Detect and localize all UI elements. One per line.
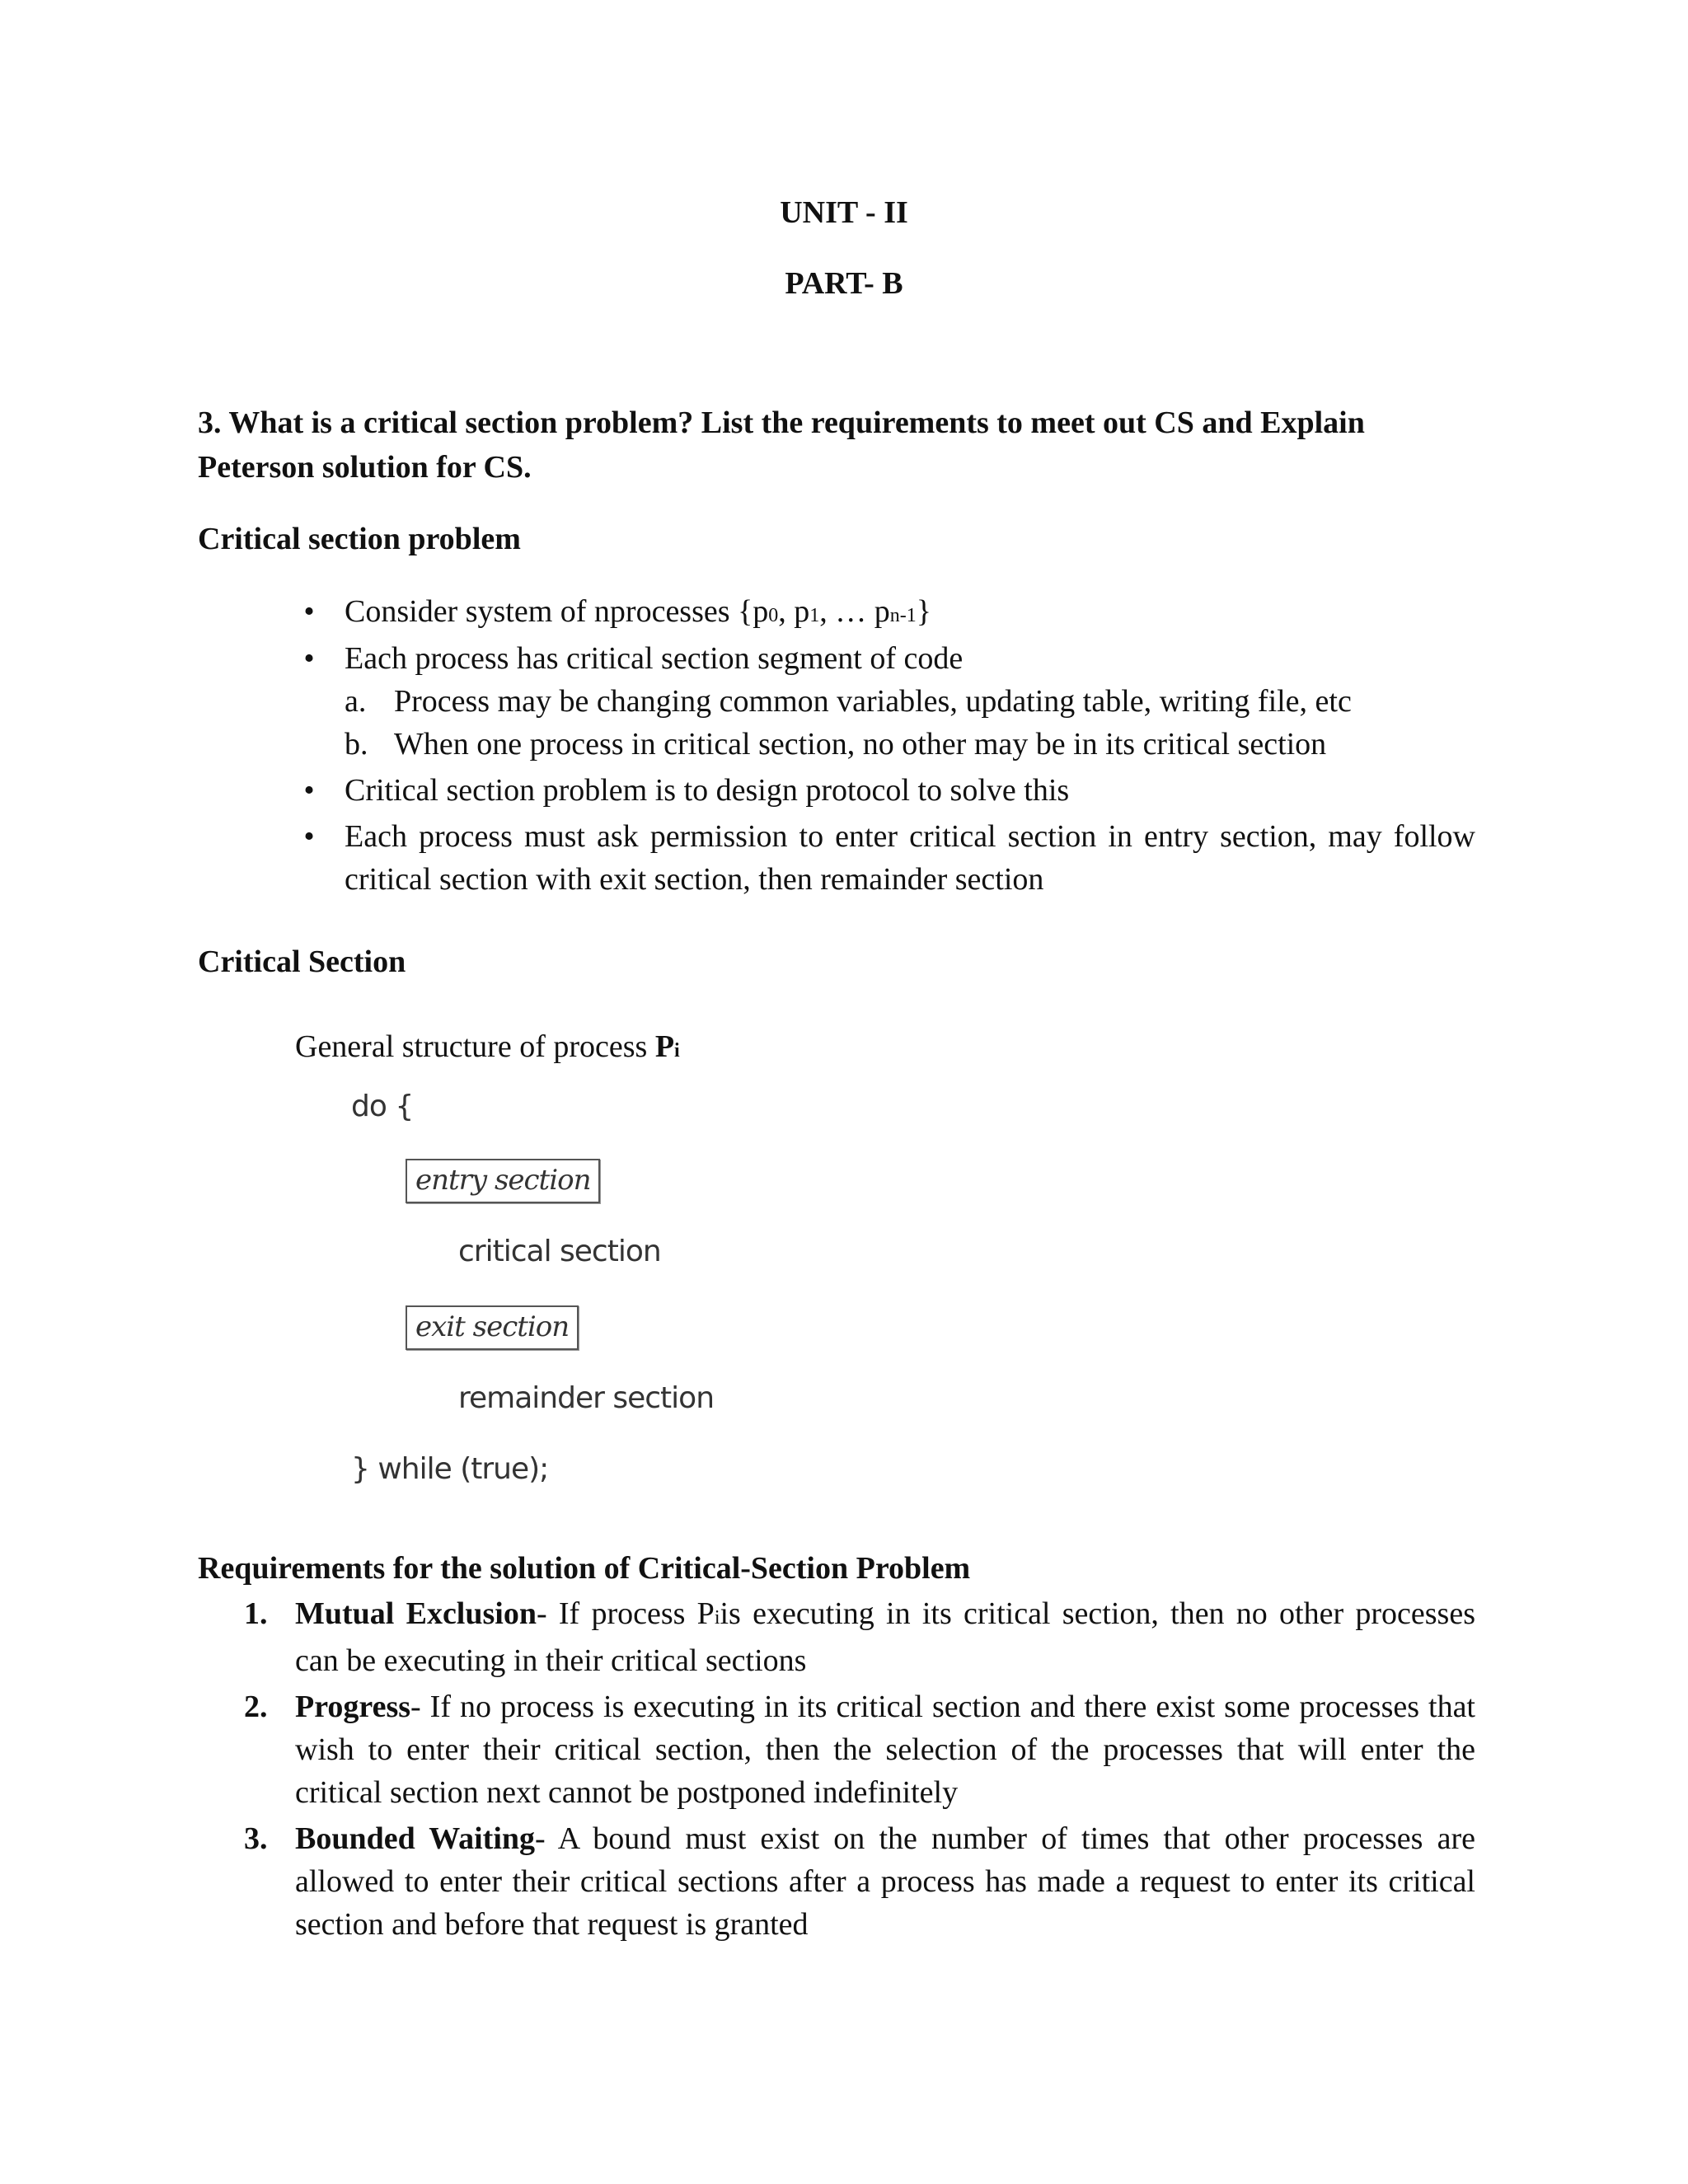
subscript-n-1: n-1 — [889, 605, 917, 626]
section-heading-critical-section-problem: Critical section problem — [198, 522, 521, 556]
bullet-item — [297, 590, 1475, 637]
bullet-dot-icon: • — [303, 641, 315, 676]
bullet-item — [297, 769, 1475, 812]
requirement-subscript: i — [714, 1607, 720, 1629]
requirement-item-mutual-exclusion — [239, 1592, 1475, 1682]
bullet-dot-icon: • — [303, 594, 315, 629]
process-subscript: i — [674, 1040, 680, 1062]
bullet-dot-icon: • — [303, 773, 315, 808]
bullet-item — [297, 815, 1475, 901]
sub-item-label: b. — [345, 727, 368, 762]
requirement-text-post: is executing in its critical section, then no other processes can be executing in their critical sections — [295, 1596, 1476, 1678]
requirement-number: 2. — [244, 1690, 268, 1724]
bullet-text-mid1: , p — [778, 594, 810, 629]
code-while-true: } while (true); — [351, 1452, 549, 1486]
code-remainder-section: remainder section — [458, 1381, 715, 1415]
requirements-list — [239, 1592, 1475, 1946]
question-line-2: Peterson solution for CS. — [198, 450, 532, 485]
part-title: PART- B — [785, 266, 903, 301]
requirement-term: Progress — [295, 1690, 411, 1724]
sub-item-text: When one process in critical section, no other may be in its critical section — [394, 727, 1327, 762]
unit-title: UNIT - II — [780, 195, 908, 230]
subscript-0: 0 — [768, 605, 779, 626]
sub-item-text: Process may be changing common variables, updating table, writing file, etc — [394, 684, 1352, 719]
sub-item-label: a. — [345, 684, 367, 719]
requirement-number: 1. — [244, 1596, 268, 1631]
code-critical-section: critical section — [458, 1235, 661, 1268]
requirement-text: If no process is executing in its critical section and there exist some processes that wish to enter their critical section, then the selection of the processes that will enter the critical section next cannot be postponed indefinitely — [295, 1690, 1475, 1810]
question-heading — [198, 401, 1484, 490]
bullet-text: Critical section problem is to design protocol to solve this — [345, 773, 1070, 808]
requirement-separator: - — [535, 1821, 558, 1856]
section-heading-requirements: Requirements for the solution of Critical-Section Problem — [198, 1551, 971, 1586]
sub-item-a — [297, 680, 1475, 723]
bullet-text-suffix: } — [916, 594, 932, 629]
process-symbol: P — [654, 1029, 675, 1064]
requirement-text-pre: If process P — [558, 1596, 715, 1631]
general-structure-text: General structure of process — [295, 1029, 655, 1064]
bullet-text: Each process must ask permission to enter critical section in entry section, may follow critical section with exit section, then remainder section — [345, 819, 1475, 897]
bullet-item — [297, 637, 1475, 680]
critical-section-bullet-list — [297, 590, 1475, 901]
question-line-1: 3. What is a critical section problem? List the requirements to meet out CS and Explain — [198, 405, 1365, 440]
requirement-separator: - — [536, 1596, 559, 1631]
requirement-term: Mutual Exclusion — [295, 1596, 537, 1631]
requirement-item-progress — [239, 1685, 1475, 1814]
requirement-text: A bound must exist on the number of times that other processes are allowed to enter their critical sections after a process has made a request to enter its critical section and before that request is granted — [295, 1821, 1475, 1942]
requirement-term: Bounded Waiting — [295, 1821, 536, 1856]
code-entry-section-box: entry section — [406, 1159, 600, 1203]
bullet-text: Each process has critical section segment of code — [345, 641, 964, 676]
subscript-1: 1 — [809, 605, 820, 626]
code-do: do { — [351, 1090, 414, 1123]
sub-item-b — [297, 723, 1475, 766]
bullet-dot-icon: • — [303, 819, 315, 854]
bullet-text-mid2: , … p — [819, 594, 890, 629]
requirement-item-bounded-waiting — [239, 1817, 1475, 1946]
requirement-number: 3. — [244, 1821, 268, 1856]
bullet-text-prefix: Consider system of nprocesses {p — [345, 594, 769, 629]
code-exit-section-box: exit section — [406, 1305, 579, 1350]
requirement-separator: - — [410, 1690, 430, 1724]
general-structure-caption — [295, 1029, 680, 1065]
section-heading-critical-section: Critical Section — [198, 944, 406, 979]
